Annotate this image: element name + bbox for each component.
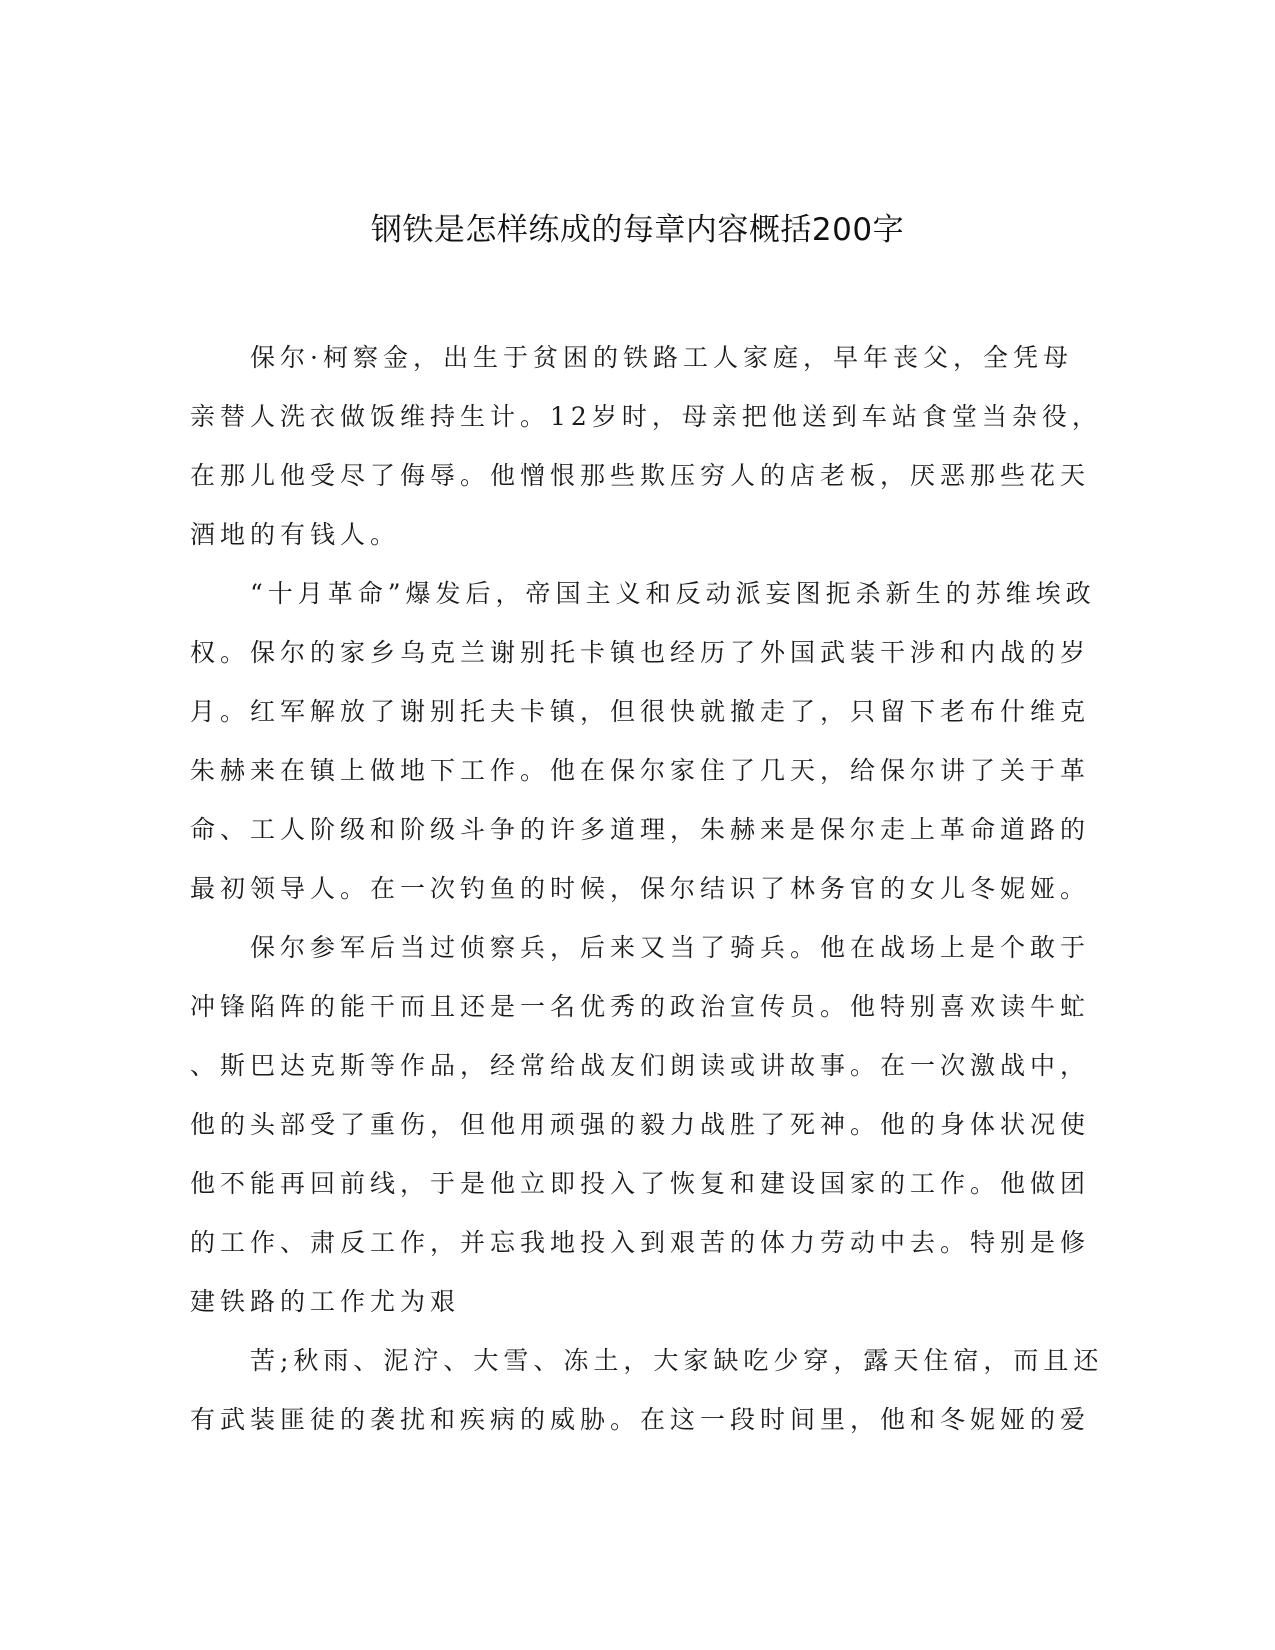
paragraph-4 <box>190 1331 1104 1449</box>
text-line: 亲替人洗衣做饭维持生计。12岁时，母亲把他送到车站食堂当杂役， <box>190 402 1102 431</box>
text-line: 权。保尔的家乡乌克兰谢别托卡镇也经历了外国武装干涉和内战的岁 <box>190 638 1091 667</box>
paragraph-2 <box>190 564 1096 918</box>
text-line: 在那儿他受尽了侮辱。他憎恨那些欺压穷人的店老板，厌恶那些花天 <box>190 461 1091 490</box>
text-line: 苦;秋雨、泥泞、大雪、冻土，大家缺吃少穿，露天住宿，而且还 <box>190 1346 1104 1375</box>
text-line: 有武装匪徒的袭扰和疾病的威胁。在这一段时间里，他和冬妮娅的爱 <box>190 1405 1091 1434</box>
text-line: 建铁路的工作尤为艰 <box>190 1287 461 1316</box>
text-line: 冲锋陷阵的能干而且还是一名优秀的政治宣传员。他特别喜欢读牛虻 <box>190 992 1091 1021</box>
text-line: 朱赫来在镇上做地下工作。他在保尔家住了几天，给保尔讲了关于革 <box>190 756 1091 785</box>
text-line: 、斯巴达克斯等作品，经常给战友们朗读或讲故事。在一次激战中， <box>190 1051 1091 1080</box>
text-line: 的工作、肃反工作，并忘我地投入到艰苦的体力劳动中去。特别是修 <box>190 1228 1091 1257</box>
text-line: 他的头部受了重伤，但他用顽强的毅力战胜了死神。他的身体状况使 <box>190 1110 1091 1139</box>
text-line: 他不能再回前线，于是他立即投入了恢复和建设国家的工作。他做团 <box>190 1169 1091 1198</box>
text-line: “十月革命”爆发后，帝国主义和反动派妄图扼杀新生的苏维埃政 <box>190 579 1096 608</box>
text-line: 月。红军解放了谢别托夫卡镇，但很快就撤走了，只留下老布什维克 <box>190 697 1091 726</box>
text-line: 命、工人阶级和阶级斗争的许多道理，朱赫来是保尔走上革命道路的 <box>190 815 1091 844</box>
paragraph-3 <box>190 918 1091 1331</box>
text-line: 酒地的有钱人。 <box>190 520 401 549</box>
document-title: 钢铁是怎样练成的每章内容概括200字 <box>370 212 905 248</box>
document-body <box>190 328 1104 1449</box>
text-line: 保尔·柯察金，出生于贫困的铁路工人家庭，早年丧父，全凭母 <box>190 343 1073 372</box>
text-line: 最初领导人。在一次钓鱼的时候，保尔结识了林务官的女儿冬妮娅。 <box>190 874 1091 903</box>
paragraph-1 <box>190 328 1102 564</box>
text-line: 保尔参军后当过侦察兵，后来又当了骑兵。他在战场上是个敢于 <box>190 933 1091 962</box>
